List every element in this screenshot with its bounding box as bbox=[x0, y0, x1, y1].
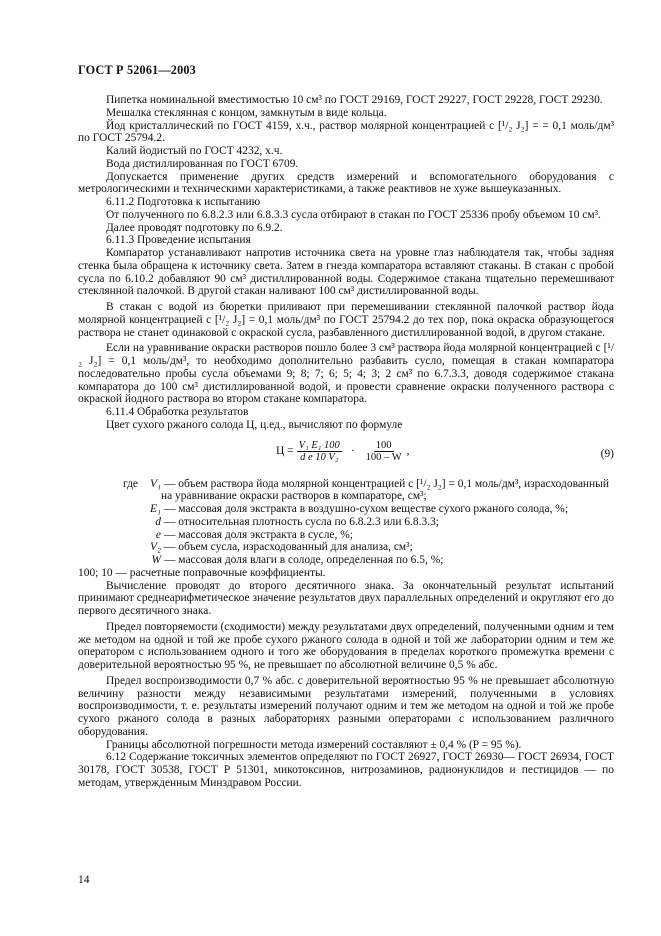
where-item bbox=[78, 516, 614, 529]
where-item bbox=[78, 554, 614, 567]
paragraph-formula-intro: Цвет сухого ржаного солода Ц, ц.ед., вычисляют по формуле bbox=[106, 418, 403, 431]
page-number: 14 bbox=[78, 874, 90, 886]
where-text: — массовая доля экстракта в сусле, %; bbox=[164, 528, 353, 541]
section-heading-6-11-4: 6.11.4 Обработка результатов bbox=[106, 406, 249, 418]
section-heading-6-11-3: 6.11.3 Проведение испытания bbox=[106, 234, 251, 247]
formula-comma: , bbox=[406, 444, 410, 457]
where-item bbox=[78, 478, 614, 491]
paragraph-water: Вода дистиллированная по ГОСТ 6709. bbox=[106, 157, 299, 170]
where-lead bbox=[78, 541, 141, 554]
paragraph-dilution: Если на уравнивание окраски растворов пошло более 3 см³ раствора йода молярной концентрацией c [¹/₂ J₂] = 0,1 моль/дм³, то необходимо дополнительно разбавить сусло, помещая в стакан компаратора последовательно пробы сусла объемами 9; 8; 7; 6; 5; 4; 3; 2 см³ по 6.7.3.3, доводя содержимое стакана компаратора до 100 см³ дистиллированной водой, и провести сравнение окраски полученного раствора с окраской йодного раствора во втором стакане компаратора. bbox=[78, 342, 614, 406]
paragraph-iodine: Йод кристаллический по ГОСТ 4159, х.ч., раствор молярной концентрацией c [¹/₂ J₂] = = 0,1 моль/дм³ по ГОСТ 25794.2. bbox=[78, 119, 614, 145]
where-text: — массовая доля экстракта в воздушно-сухом веществе сухого ржаного солода, %; bbox=[164, 503, 569, 515]
where-item bbox=[78, 529, 614, 542]
where-symbol: d bbox=[155, 515, 161, 528]
where-symbol: W bbox=[151, 554, 161, 566]
paragraph-comparator: Компаратор устанавливают напротив источника света на уровне глаз наблюдателя так, чтобы задняя стенка была обращена к источнику света. Затем в гнезда компаратора вставляют стаканы. В стакан с пробой сусла по 6.10.2 добавляют 90 см³ дистиллированной воды. Содержимое стакана тщательно перемешивают стеклянной палочкой. В другой стакан наливают 100 см³ дистиллированной воды. bbox=[78, 247, 614, 298]
where-lead: где bbox=[122, 477, 138, 490]
where-text: — объем раствора йода молярной концентрацией c [¹/₂ J₂] = 0,1 моль/дм³, израсходованный bbox=[164, 477, 609, 490]
paragraph-sample: От полученного по 6.8.2.3 или 6.8.3.3 сусла отбирают в стакан по ГОСТ 25336 пробу объемом 10 см³. bbox=[106, 208, 601, 221]
where-symbol: V₂ bbox=[150, 541, 161, 554]
paragraph-repeatability: Предел повторяемости (сходимости) между результатами двух определений, полученными одним и тем же методом на одной и той же пробе сухого ржаного солода в одной и той же лаборатории одним и тем же оператором с использованием одного и того же оборудования в пределах короткого промежутка времени с доверительной вероятностью 95 %, не превышает по абсолютной величине 0,5 % абс. bbox=[78, 620, 614, 671]
where-symbol: E₁ bbox=[150, 503, 161, 515]
paragraph-potassium-iodide: Калий йодистый по ГОСТ 4232, х.ч. bbox=[106, 145, 283, 157]
fraction-1-denominator: d e 10 V₂ bbox=[300, 451, 339, 463]
where-symbol: V₁ bbox=[150, 477, 161, 490]
where-item bbox=[78, 541, 614, 554]
where-text: на уравнивание окраски растворов в компараторе, см³; bbox=[161, 490, 427, 503]
paragraph-further-prep: Далее проводят подготовку по 6.9.2. bbox=[106, 221, 283, 234]
formula-9 bbox=[78, 434, 614, 478]
paragraph-reproducibility: Предел воспроизводимости 0,7 % абс. с доверительной вероятностью 95 % не превышает абсолютную величину разности между независимыми результатами измерений, полученными в условиях воспроизводимости, т. е. результаты измерений получают одним и тем же методом на одной и той же пробе сухого ржаного солода в разных лабораториях разными операторами с использованием различного оборудования. bbox=[78, 674, 614, 738]
where-text: — массовая доля влаги в солоде, определенная по 6.5, %; bbox=[164, 554, 444, 566]
paragraph-stirrer: Мешалка стеклянная с концом, замкнутым в виде кольца. bbox=[106, 106, 387, 119]
paragraph-error-bounds: Границы абсолютной погрешности метода измерений составляют ± 0,4 % (P = 95 %). bbox=[106, 738, 522, 751]
where-text: — объем сусла, израсходованный для анализа, см³; bbox=[164, 541, 413, 554]
where-item bbox=[78, 490, 614, 503]
formula-lhs: Ц = bbox=[276, 444, 294, 457]
where-lead bbox=[78, 503, 141, 516]
formula-expression bbox=[276, 440, 410, 463]
where-lead bbox=[78, 554, 141, 567]
formula-fraction-1 bbox=[297, 440, 342, 463]
formula-number: (9) bbox=[600, 447, 614, 460]
paragraph-calculation: Вычисление проводят до второго десятичного знака. За окончательный результат испытаний принимают среднеарифметическое значение результатов двух параллельных определений и округляют его до первого десятичного знака. bbox=[78, 579, 614, 617]
where-lead bbox=[78, 516, 141, 529]
where-symbol: e bbox=[155, 528, 161, 541]
document-body bbox=[78, 94, 614, 790]
where-lead bbox=[78, 529, 141, 542]
formula-dot: · bbox=[350, 444, 355, 457]
where-coefficients: 100; 10 — расчетные поправочные коэффициенты. bbox=[78, 566, 326, 579]
where-list bbox=[78, 478, 614, 580]
where-item bbox=[78, 503, 614, 516]
paragraph-pipette: Пипетка номинальной вместимостью 10 см³ по ГОСТ 29169, ГОСТ 29227, ГОСТ 29228, ГОСТ 29230. bbox=[106, 94, 603, 106]
fraction-2-numerator: 100 bbox=[375, 439, 392, 451]
paragraph-burette: В стакан с водой из бюретки приливают при перемешивании стеклянной палочкой раствор йода молярной концентрацией c [¹/₂ J₂] = 0,1 моль/дм³ по ГОСТ 25794.2 до тех пор, пока окраска образующегося раствора не станет одинаковой с окраской сусла, разбавленного дистиллированной водой, в другом стакане. bbox=[78, 301, 614, 339]
section-heading-6-11-2: 6.11.2 Подготовка к испытанию bbox=[106, 196, 261, 208]
page-header: ГОСТ Р 52061—2003 bbox=[78, 63, 196, 77]
formula-fraction-2 bbox=[364, 440, 404, 463]
paragraph-allowance: Допускается применение других средств измерений и вспомогательного оборудования с метрологическими и техническими характеристиками, а также реактивов не хуже вышеуказанных. bbox=[78, 170, 614, 196]
fraction-1-numerator: V₁ E₁ 100 bbox=[298, 439, 340, 451]
paragraph-toxic-elements: 6.12 Содержание токсичных элементов определяют по ГОСТ 26927, ГОСТ 26930— ГОСТ 26934, ГОСТ 30178, ГОСТ 30538, ГОСТ Р 51301, микотоксинов, нитрозаминов, радионуклидов и пестицидов — по методам, утвержденным Минздравом России. bbox=[78, 751, 614, 789]
where-text: — относительная плотность сусла по 6.8.2.3 или 6.8.3.3; bbox=[164, 515, 439, 528]
fraction-2-denominator: 100 – W bbox=[365, 451, 402, 463]
